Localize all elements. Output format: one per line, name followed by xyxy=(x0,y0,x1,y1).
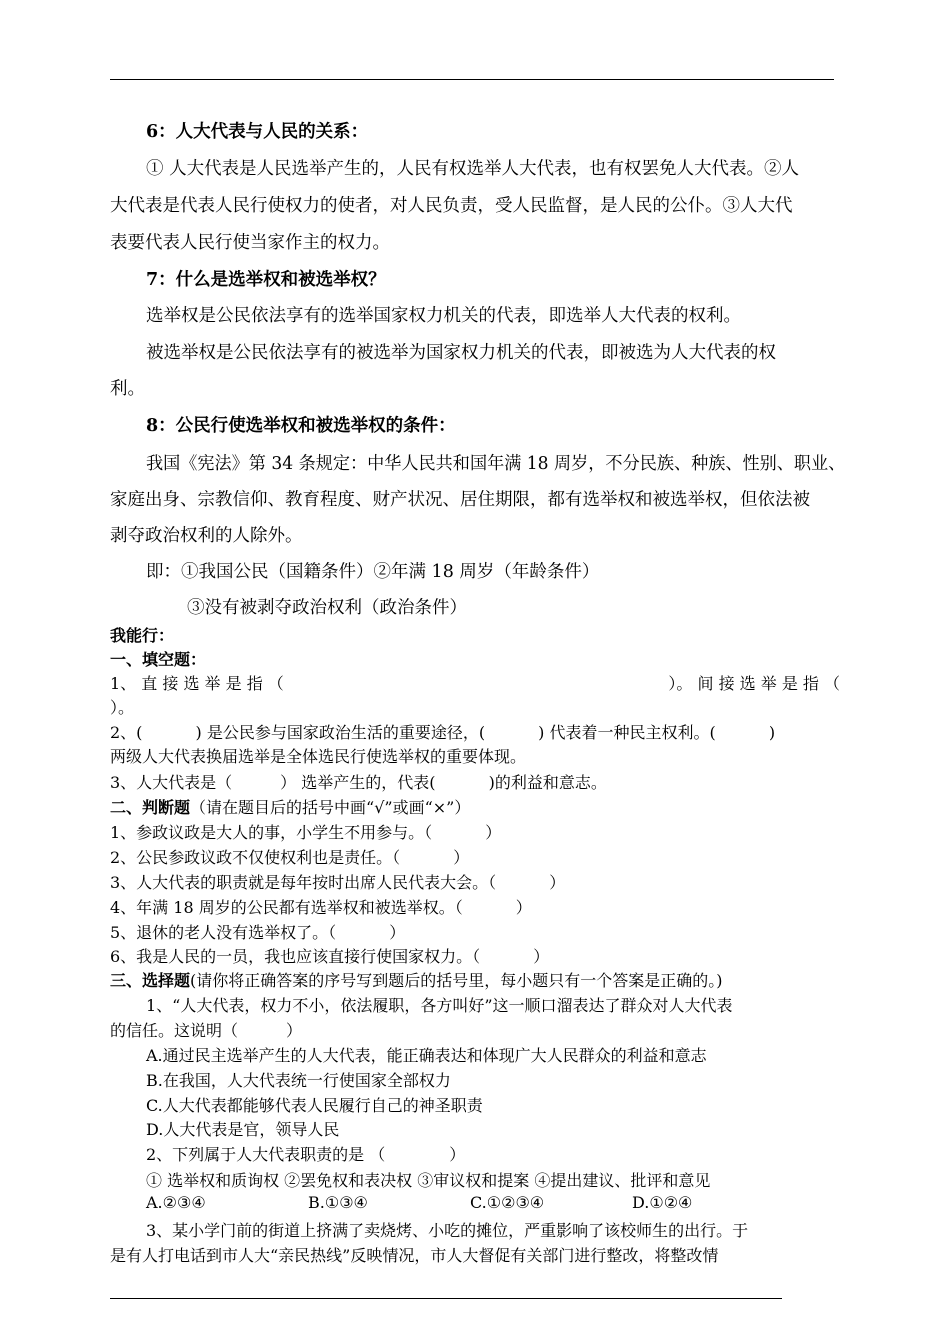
practice-title: 我能行： xyxy=(110,626,175,645)
judge-heading: 二、判断题 xyxy=(110,798,191,817)
fill-heading: 一、填空题： xyxy=(110,650,207,669)
sec8-line-2: 家庭出身、宗教信仰、教育程度、财产状况、居住期限，都有选举权和被选举权，但依法被 xyxy=(110,490,810,510)
fill-q1-cont: ）。 xyxy=(110,698,135,717)
choice-q2-option-d: D.①②④ xyxy=(632,1193,693,1212)
sec8-line-4: 即：①我国公民（国籍条件）②年满 18 周岁（年龄条件） xyxy=(146,562,600,582)
choice-q2-options xyxy=(146,1193,794,1212)
sec8-line-5: ③没有被剥夺政治权利（政治条件） xyxy=(187,598,467,618)
sec7-line-1: 选举权是公民依法享有的选举国家权力机关的代表，即选举人大代表的权利。 xyxy=(146,306,741,326)
choice-q1-option-d: D.人大代表是官，领导人民 xyxy=(146,1120,340,1139)
choice-note: (请你将正确答案的序号写到题后的括号里，每小题只有一个答案是正确的。) xyxy=(190,971,723,990)
fill-q2-line-1: 2、( ) 是公民参与国家政治生活的重要途径，( ) 代表着一种民主权利。( ) xyxy=(110,723,776,742)
choice-q1-option-a: A.通过民主选举产生的人大代表，能正确表达和体现广大人民群众的利益和意志 xyxy=(146,1046,707,1065)
fill-q2-line-2: 两级人大代表换届选举是全体选民行使选举权的重要体现。 xyxy=(110,747,527,766)
sec7-line-3: 利。 xyxy=(110,379,145,399)
choice-q2-option-c: C.①②③④ xyxy=(470,1193,545,1212)
sec6-line-2: 大代表是代表人民行使权力的使者，对人民负责，受人民监督，是人民的公仆。③人大代 xyxy=(110,196,793,216)
judge-heading-line xyxy=(110,795,470,818)
fill-q3: 3、人大代表是（ ） 选举产生的，代表( )的利益和意志。 xyxy=(110,773,607,792)
choice-q2-stem: 2、下列属于人大代表职责的是 （ ） xyxy=(146,1145,466,1164)
top-rule xyxy=(110,79,834,80)
choice-q2-option-b: B.①③④ xyxy=(308,1193,368,1212)
fill-q1-left: 1、 直 接 选 举 是 指 （ xyxy=(110,674,284,693)
choice-heading-line xyxy=(110,968,723,991)
choice-q1-option-b: B.在我国，人大代表统一行使国家全部权力 xyxy=(146,1071,451,1090)
choice-q2-option-a: A.②③④ xyxy=(146,1193,206,1212)
fill-q1 xyxy=(110,671,840,694)
sec8-line-1: 我国《宪法》第 34 条规定：中华人民共和国年满 18 周岁，不分民族、种族、性别、职业、 xyxy=(146,454,846,474)
choice-q1-line-1: 1、“人大代表，权力不小，依法履职，各方叫好”这一顺口溜表达了群众对人大代表 xyxy=(146,996,733,1015)
sec7-heading: 7：什么是选举权和被选举权？ xyxy=(146,270,386,290)
judge-item-2: 2、公民参政议政不仅使权利也是责任。（ ） xyxy=(110,848,470,867)
choice-q1-option-c: C.人大代表都能够代表人民履行自己的神圣职责 xyxy=(146,1096,483,1115)
sec6-line-1: ① 人大代表是人民选举产生的，人民有权选举人大代表，也有权罢免人大代表。②人 xyxy=(146,159,800,179)
sec6-line-3: 表要代表人民行使当家作主的权力。 xyxy=(110,233,390,253)
sec7-line-2: 被选举权是公民依法享有的被选举为国家权力机关的代表，即被选为人大代表的权 xyxy=(146,343,776,363)
choice-heading: 三、选择题 xyxy=(110,971,191,990)
judge-item-3: 3、人大代表的职责就是每年按时出席人民代表大会。（ ） xyxy=(110,873,566,892)
judge-item-5: 5、退休的老人没有选举权了。（ ） xyxy=(110,923,406,942)
sec8-heading: 8：公民行使选举权和被选举权的条件： xyxy=(146,416,456,436)
judge-note: （请在题目后的括号中画“√”或画“×”） xyxy=(190,798,471,817)
choice-q3-line-2: 是有人打电话到市人大“亲民热线”反映情况，市人大督促有关部门进行整改，将整改情 xyxy=(110,1246,719,1265)
bottom-rule xyxy=(110,1298,782,1299)
choice-q2-items: ① 选举权和质询权 ②罢免权和表决权 ③审议权和提案 ④提出建议、批评和意见 xyxy=(146,1171,711,1190)
fill-q1-right: ）。 间 接 选 举 是 指 （ xyxy=(668,674,840,693)
judge-item-4: 4、年满 18 周岁的公民都有选举权和被选举权。（ ） xyxy=(110,898,532,917)
judge-item-6: 6、我是人民的一员，我也应该直接行使国家权力。（ ） xyxy=(110,947,550,966)
sec6-heading: 6：人大代表与人民的关系： xyxy=(146,122,369,142)
judge-item-1: 1、参政议政是大人的事，小学生不用参与。（ ） xyxy=(110,823,502,842)
choice-q3-line-1: 3、某小学门前的街道上挤满了卖烧烤、小吃的摊位，严重影响了该校师生的出行。于 xyxy=(146,1221,749,1240)
choice-q1-line-2: 的信任。这说明（ ） xyxy=(110,1021,303,1040)
sec8-line-3: 剥夺政治权利的人除外。 xyxy=(110,526,303,546)
